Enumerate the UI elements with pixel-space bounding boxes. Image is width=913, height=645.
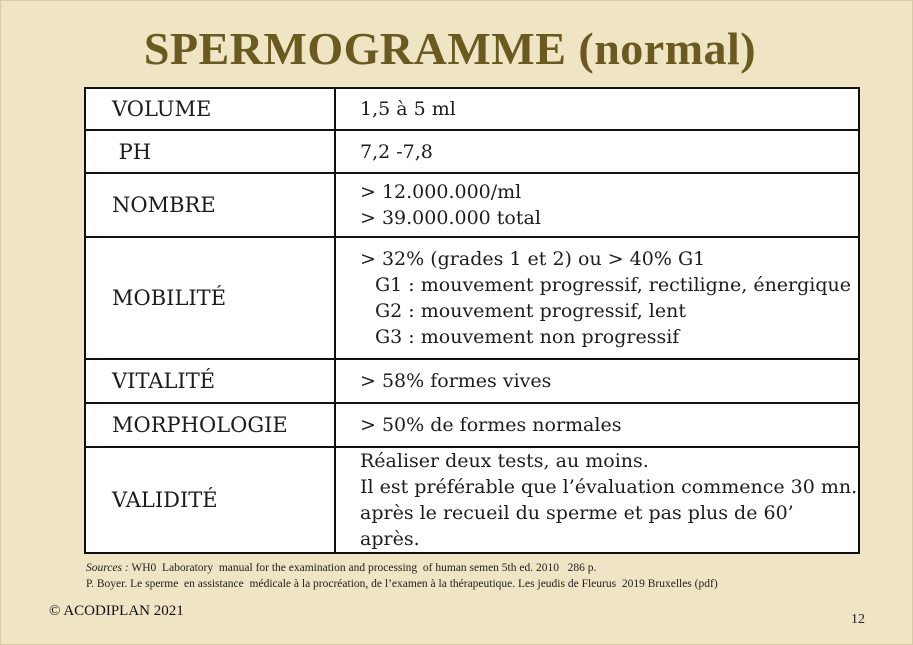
value-line: G3 : mouvement non progressif bbox=[375, 326, 680, 348]
value-line: > 58% formes vives bbox=[360, 370, 552, 392]
sources-text-1: WH0 Laboratory manual for the examination and processing of human semen 5th ed. 2010 286 p. bbox=[128, 562, 597, 574]
value-line: Réaliser deux tests, au moins. bbox=[360, 450, 649, 472]
row-value bbox=[335, 173, 859, 237]
value-line: > 12.000.000/ml bbox=[360, 181, 522, 203]
sources-line-2: P. Boyer. Le sperme en assistance médicale à la procréation, de l’examen à la thérapeutique. Les jeudis de Fleurus 2019 Bruxelles (pdf) bbox=[86, 578, 718, 590]
row-label: MOBILITÉ bbox=[85, 237, 335, 359]
table-row bbox=[85, 88, 859, 130]
sources-line-1 bbox=[86, 560, 718, 576]
table-row bbox=[85, 359, 859, 403]
row-label: NOMBRE bbox=[85, 173, 335, 237]
table-row bbox=[85, 130, 859, 173]
row-label: PH bbox=[85, 130, 335, 173]
value-line: > 32% (grades 1 et 2) ou > 40% G1 bbox=[360, 248, 706, 270]
sources-note bbox=[86, 560, 718, 592]
sources-prefix: Sources : bbox=[86, 562, 129, 574]
copyright: © ACODIPLAN 2021 bbox=[49, 603, 184, 619]
row-value bbox=[335, 88, 859, 130]
row-value bbox=[335, 403, 859, 447]
table-row bbox=[85, 173, 859, 237]
row-label: MORPHOLOGIE bbox=[85, 403, 335, 447]
row-value bbox=[335, 447, 859, 553]
value-line: 1,5 à 5 ml bbox=[360, 98, 456, 120]
spermogram-table bbox=[84, 87, 860, 554]
value-line: 7,2 -7,8 bbox=[360, 140, 433, 163]
value-line: > 39.000.000 total bbox=[360, 207, 541, 229]
table-row bbox=[85, 447, 859, 553]
row-value bbox=[335, 359, 859, 403]
page-number: 12 bbox=[851, 612, 865, 627]
value-line: G1 : mouvement progressif, rectiligne, énergique bbox=[375, 274, 852, 296]
table-row bbox=[85, 237, 859, 359]
row-value bbox=[335, 130, 859, 173]
value-line: G2 : mouvement progressif, lent bbox=[375, 300, 686, 322]
value-line: Il est préférable que l’évaluation commence 30 mn. bbox=[360, 476, 858, 498]
slide-title: SPERMOGRAMME (normal) bbox=[143, 23, 757, 74]
row-label: VALIDITÉ bbox=[85, 447, 335, 553]
value-line: après le recueil du sperme et pas plus de 60’ après. bbox=[360, 502, 794, 550]
row-label: VOLUME bbox=[85, 88, 335, 130]
table-row bbox=[85, 403, 859, 447]
row-value bbox=[335, 237, 859, 359]
row-label: VITALITÉ bbox=[85, 359, 335, 403]
value-line: > 50% de formes normales bbox=[360, 414, 622, 436]
